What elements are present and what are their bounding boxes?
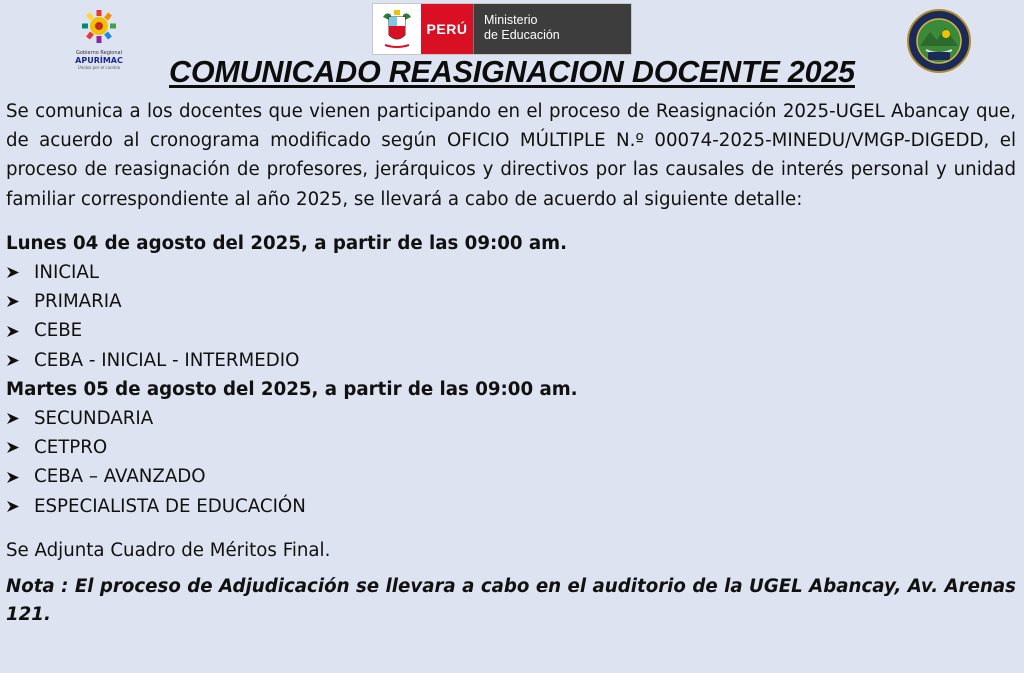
list-item-label: SECUNDARIA bbox=[34, 408, 154, 430]
arrow-bullet-icon bbox=[6, 266, 34, 279]
arrow-bullet-icon bbox=[6, 500, 34, 513]
list-item-label: INICIAL bbox=[34, 262, 99, 284]
level-list bbox=[6, 258, 1016, 375]
intro-paragraph: Se comunica a los docentes que vienen participando en el proceso de Reasignación 2025-UGEL Abancay que, de acuerdo al cronograma modificado según OFICIO MÚLTIPLE N.º 00074-2025-MINEDU/VMGP-DIGEDD, el proceso de reasignación de profesores, jerárquicos y directivos por las causales de interés personal y unidad familiar correspondiente al año 2025, se llevará a cabo de acuerdo al siguiente detalle: bbox=[6, 101, 1016, 210]
arrow-bullet-icon bbox=[6, 412, 34, 425]
list-item bbox=[6, 404, 1016, 433]
attachment-note: Se Adjunta Cuadro de Méritos Final. bbox=[6, 539, 331, 561]
ministry-name bbox=[473, 4, 631, 54]
page-title: COMUNICADO REASIGNACION DOCENTE 2025 bbox=[169, 55, 855, 89]
list-item bbox=[6, 258, 1016, 287]
logo-left-caption: Gobierno Regional bbox=[76, 50, 122, 56]
ministry-line-2: de Educación bbox=[484, 28, 560, 42]
list-item bbox=[6, 462, 1016, 491]
schedule-block-2 bbox=[6, 375, 1016, 521]
list-item-label: CEBE bbox=[34, 320, 83, 342]
list-item bbox=[6, 287, 1016, 316]
logo-left-name: APURÍMAC bbox=[75, 56, 123, 65]
communique-body bbox=[6, 97, 1016, 629]
adjudication-note: Nota : El proceso de Adjudicación se llevara a cabo en el auditorio de la UGEL Abancay, Av. Arenas 121. bbox=[6, 576, 1016, 626]
arrow-bullet-icon bbox=[6, 441, 34, 454]
list-item bbox=[6, 316, 1016, 345]
schedule-day-heading: Lunes 04 de agosto del 2025, a partir de las 09:00 am. bbox=[6, 232, 568, 254]
peru-shield bbox=[373, 4, 421, 54]
schedule-day-heading: Martes 05 de agosto del 2025, a partir de las 09:00 am. bbox=[6, 378, 578, 400]
list-item-label: PRIMARIA bbox=[34, 291, 122, 313]
list-item-label: ESPECIALISTA DE EDUCACIÓN bbox=[34, 495, 306, 517]
logo-left-slogan: Unidos por el cambio bbox=[77, 65, 121, 70]
ministry-line-1: Ministerio bbox=[484, 13, 538, 27]
apurimac-emblem-icon bbox=[79, 8, 119, 46]
arrow-bullet-icon bbox=[6, 295, 34, 308]
arrow-bullet-icon bbox=[6, 325, 34, 338]
list-item bbox=[6, 492, 1016, 521]
list-item bbox=[6, 346, 1016, 375]
list-item bbox=[6, 433, 1016, 462]
peru-label: PERÚ bbox=[421, 4, 473, 54]
schedule-block-1 bbox=[6, 229, 1016, 375]
arrow-bullet-icon bbox=[6, 354, 34, 367]
level-list bbox=[6, 404, 1016, 521]
list-item-label: CETPRO bbox=[34, 437, 108, 459]
list-item-label: CEBA - INICIAL - INTERMEDIO bbox=[34, 349, 300, 371]
ministerio-educacion-logo bbox=[372, 3, 632, 55]
peru-coat-of-arms-icon bbox=[377, 7, 417, 51]
list-item-label: CEBA – AVANZADO bbox=[34, 466, 206, 488]
arrow-bullet-icon bbox=[6, 471, 34, 484]
